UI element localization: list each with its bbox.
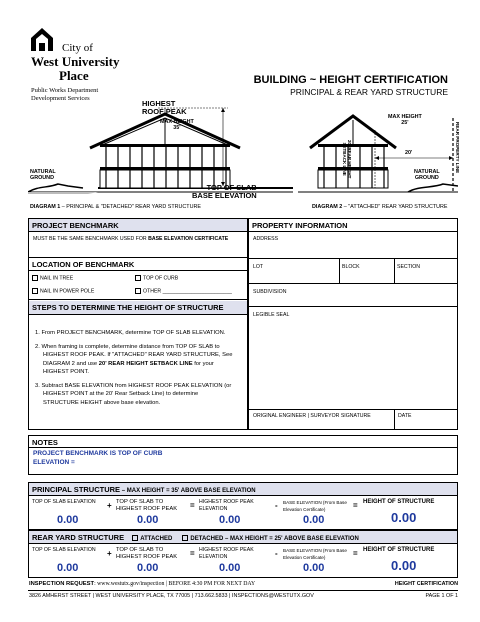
checkbox-detached[interactable] xyxy=(182,535,188,541)
principal-op-eq1: = xyxy=(190,501,195,510)
principal-value-peak[interactable]: 0.00 xyxy=(219,514,241,526)
step-2: 2. When framing is complete, determine distance from TOP OF SLAB to HIGHEST ROOF PEAK. If "ATTACHED" REAR YARD STRUCTURE, See DIAGRAM 2 and use 20' REAR HEIGHT SETBACK LINE for your HIGHEST POINT. xyxy=(35,343,233,375)
step-3: 3. Subtract BASE ELEVATION from HIGHEST ROOF PEAK ELEVATION (or HIGHEST POINT at the 20' Rear Setback Line) to determine STRUCTURE HEIGHT above base elevation. xyxy=(35,382,232,406)
principal-value-slab-to-peak[interactable]: 0.00 xyxy=(137,514,159,526)
benchmark-note: MUST BE THE SAME BENCHMARK USED FOR BASE ELEVATION CERTIFICATE xyxy=(33,236,229,242)
principal-value-height[interactable]: 0.00 xyxy=(391,510,417,525)
property-header: PROPERTY INFORMATION xyxy=(249,219,457,232)
checkbox-nail-tree[interactable] xyxy=(32,275,38,281)
rear-col-slab: TOP OF SLAB ELEVATION xyxy=(32,547,96,553)
checkbox-other[interactable] xyxy=(135,288,141,294)
lot-field[interactable]: LOT xyxy=(253,264,264,270)
principal-value-base[interactable]: 0.00 xyxy=(303,514,325,526)
rear-col-peak: HIGHEST ROOF PEAK ELEVATION xyxy=(199,547,254,560)
principal-col-height: HEIGHT OF STRUCTURE xyxy=(363,499,435,505)
principal-structure-section xyxy=(28,482,458,530)
notes-section xyxy=(28,435,458,475)
inspection-request: INSPECTION REQUEST: www.westutx.gov/inspection | BEFORE 4:30 PM FOR NEXT DAY xyxy=(29,581,256,587)
benchmark-section xyxy=(28,218,248,430)
rear-col-base: BASE ELEVATION (From Base Elevation Certificate) xyxy=(283,548,347,560)
rear-value-slab-to-peak[interactable]: 0.00 xyxy=(137,562,159,574)
rear-value-slab[interactable]: 0.00 xyxy=(57,562,79,574)
diagram2-property-label: REAR PROPERTY LINE xyxy=(455,122,460,174)
location-header: LOCATION OF BENCHMARK xyxy=(29,258,247,271)
principal-op-plus: + xyxy=(107,501,112,510)
steps-header: STEPS TO DETERMINE THE HEIGHT OF STRUCTURE xyxy=(29,301,247,315)
rear-col-slab-to-peak: TOP OF SLAB TO HIGHEST ROOF PEAK xyxy=(116,547,178,560)
rear-value-base[interactable]: 0.00 xyxy=(303,562,325,574)
diagram2-max-label: MAX HEIGHT 25' xyxy=(388,114,422,126)
notes-line1: PROJECT BENCHMARK IS TOP OF CURB xyxy=(33,450,163,457)
principal-op-eq2: = xyxy=(353,501,358,510)
steps-list xyxy=(35,329,235,407)
rear-value-peak[interactable]: 0.00 xyxy=(219,562,241,574)
location-option-other[interactable]: OTHER ________________________ xyxy=(135,288,232,294)
principal-col-slab: TOP OF SLAB ELEVATION xyxy=(32,499,96,505)
rear-header: REAR YARD STRUCTURE ATTACHED DETACHED – MAX HEIGHT = 25' ABOVE BASE ELEVATION xyxy=(29,531,457,544)
page-title: BUILDING ~ HEIGHT CERTIFICATION xyxy=(253,74,448,86)
engineer-signature-field[interactable]: ORIGINAL ENGINEER | SURVEYOR SIGNATURE xyxy=(253,413,371,419)
house-logo-icon xyxy=(29,25,55,53)
checkbox-power-pole[interactable] xyxy=(32,288,38,294)
city-name-line1: City of xyxy=(62,42,93,54)
section-field[interactable]: SECTION xyxy=(397,264,421,270)
rear-op-minus: - xyxy=(275,549,278,558)
dept-name: Public Works Department xyxy=(31,87,99,94)
diagram1-max-label: MAX HEIGHT 35' xyxy=(160,119,194,131)
rear-op-plus: + xyxy=(107,549,112,558)
notes-line2: ELEVATION = xyxy=(33,459,75,466)
diagram2-20-label: 20' xyxy=(405,150,413,156)
location-option-tree[interactable]: NAIL IN TREE xyxy=(32,275,73,281)
city-logo xyxy=(29,25,55,53)
page-subtitle: PRINCIPAL & REAR YARD STRUCTURE xyxy=(290,87,448,97)
location-option-curb[interactable]: TOP OF CURB xyxy=(135,275,178,281)
footer-form-name: HEIGHT CERTIFICATION xyxy=(394,581,458,587)
principal-col-slab-to-peak: TOP OF SLAB TO HIGHEST ROOF PEAK xyxy=(116,499,178,512)
location-option-pole[interactable]: NAIL IN POWER POLE xyxy=(32,288,94,294)
diagram2-ground-label: NATURAL GROUND xyxy=(414,169,440,181)
checkbox-attached[interactable] xyxy=(132,535,138,541)
principal-op-minus: - xyxy=(275,501,278,510)
rear-col-height: HEIGHT OF STRUCTURE xyxy=(363,547,435,553)
step-1: 1. From PROJECT BENCHMARK, determine TOP OF SLAB ELEVATION. xyxy=(35,330,226,336)
date-field[interactable]: DATE xyxy=(398,413,412,419)
rear-yard-section xyxy=(28,530,458,578)
diagram1-caption: DIAGRAM 1 – PRINCIPAL & "DETACHED" REAR YARD STRUCTURE xyxy=(30,204,201,210)
principal-col-base: BASE ELEVATION (From Base Elevation Certificate) xyxy=(283,500,347,512)
footer-divider xyxy=(28,590,458,591)
diagram2-caption: DIAGRAM 2 – "ATTACHED" REAR YARD STRUCTURE xyxy=(312,204,448,210)
rear-value-height[interactable]: 0.00 xyxy=(391,558,417,573)
benchmark-header: PROJECT BENCHMARK xyxy=(29,219,247,232)
city-name-line3: Place xyxy=(59,68,89,83)
diagram1-peak-label: HIGHEST ROOF PEAK xyxy=(142,99,187,116)
dept-subname: Development Services xyxy=(31,95,90,102)
rear-op-eq1: = xyxy=(190,549,195,558)
block-field[interactable]: BLOCK xyxy=(342,264,360,270)
seal-field[interactable]: LEGIBLE SEAL xyxy=(253,312,290,318)
address-field[interactable]: ADDRESS xyxy=(253,236,279,242)
city-name-line2: West University xyxy=(31,54,120,69)
notes-header: NOTES xyxy=(29,436,457,448)
principal-value-slab[interactable]: 0.00 xyxy=(57,514,79,526)
diagram2-setback-label: 20' REAR HEIGHT SETBACK LINE xyxy=(342,140,352,179)
checkbox-top-curb[interactable] xyxy=(135,275,141,281)
rear-op-eq2: = xyxy=(353,549,358,558)
page-number: PAGE 1 OF 1 xyxy=(425,593,458,599)
principal-col-peak: HIGHEST ROOF PEAK ELEVATION xyxy=(199,499,254,512)
subdivision-field[interactable]: SUBDIVISION xyxy=(253,289,287,295)
diagram1-ground-label: NATURAL GROUND xyxy=(30,169,56,181)
property-section xyxy=(248,218,458,430)
footer-address: 3826 AMHERST STREET | WEST UNIVERSITY PLACE, TX 77005 | 713.662.5833 | INSPECTIONS@WESTUTX.GOV xyxy=(29,593,314,599)
principal-header: PRINCIPAL STRUCTURE – MAX HEIGHT = 35' ABOVE BASE ELEVATION xyxy=(29,483,457,496)
diagram1-slab-label: TOP OF SLAB BASE ELEVATION xyxy=(192,183,257,200)
